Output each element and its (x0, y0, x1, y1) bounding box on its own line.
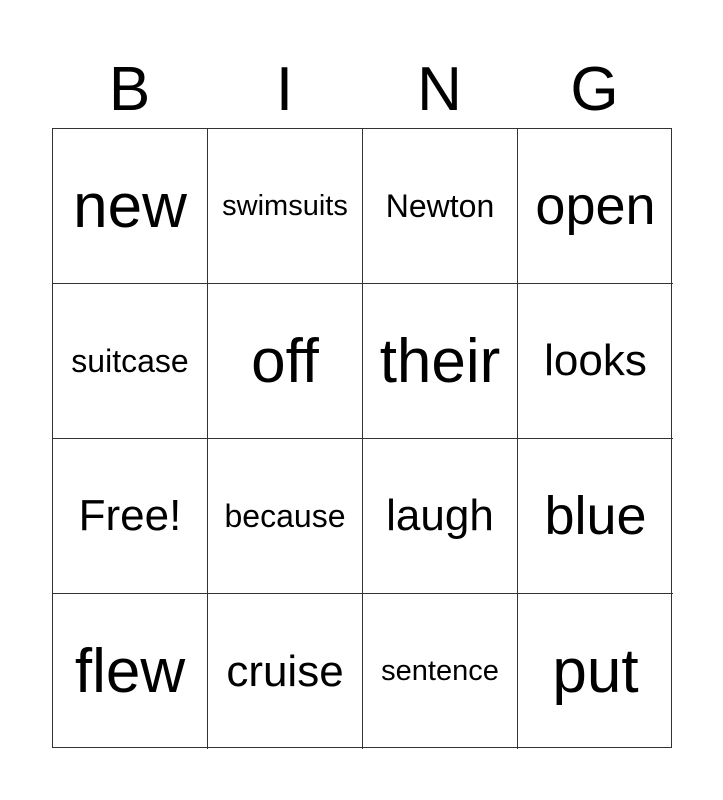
bingo-cell[interactable]: flew (53, 594, 208, 749)
bingo-cell[interactable]: laugh (363, 439, 518, 594)
header-letter-i: I (275, 55, 294, 124)
header-letter-n: N (417, 55, 462, 124)
header-letter-b: B (108, 55, 151, 124)
free-space-cell[interactable]: Free! (53, 439, 208, 594)
bingo-cell[interactable]: cruise (208, 594, 363, 749)
bingo-cell[interactable]: looks (518, 284, 673, 439)
bingo-cell[interactable]: suitcase (53, 284, 208, 439)
bingo-header (52, 52, 672, 128)
bingo-cell[interactable]: Newton (363, 129, 518, 284)
bingo-cell[interactable]: sentence (363, 594, 518, 749)
bingo-cell[interactable]: put (552, 637, 639, 706)
bingo-cell[interactable]: new (53, 129, 208, 284)
bingo-cell[interactable]: open (518, 129, 673, 284)
bingo-board (52, 128, 672, 748)
bingo-cell[interactable]: blue (518, 439, 673, 594)
bingo-cell[interactable]: off (208, 284, 363, 439)
bingo-cell[interactable]: swimsuits (208, 129, 363, 284)
bingo-cell[interactable]: their (363, 284, 518, 439)
header-letter-g: G (570, 55, 619, 124)
bingo-cell[interactable]: because (208, 439, 363, 594)
